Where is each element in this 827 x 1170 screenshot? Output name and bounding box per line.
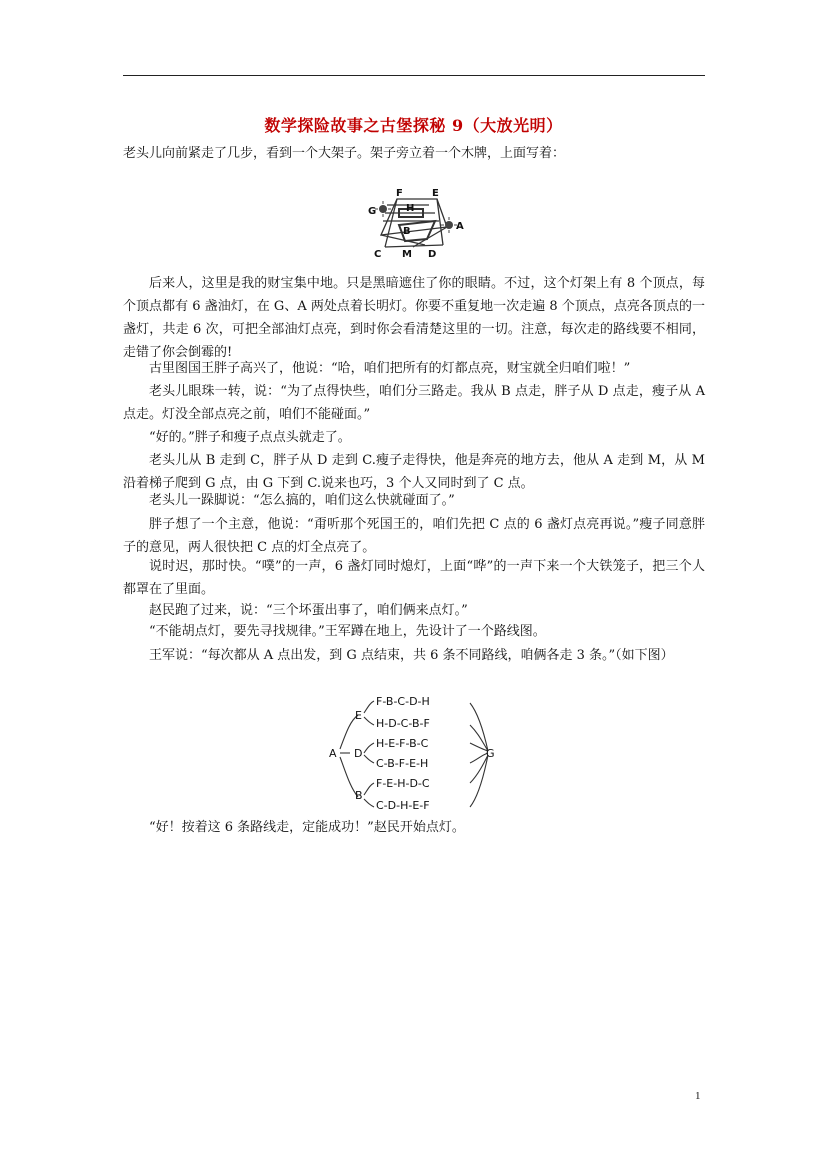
route-path-2: H-D-C-B-F [376,717,430,730]
paragraph-5: 老头儿从 B 走到 C，胖子从 D 走到 C.瘦子走得快，他是奔亮的地方去，他从 A 走到 M，从 M 沿着梯子爬到 G 点，由 G 下到 C.说来也巧，3 个人又同时到了 C 点。 [123,453,705,491]
route-branch-e: E [355,709,362,722]
frame-label-m: M [402,249,412,259]
paragraph-6: 老头儿一跺脚说：“怎么搞的，咱们这么快就碰面了。” [149,493,455,508]
route-path-6: C-D-H-E-F [376,799,430,812]
frame-label-d: D [428,249,437,259]
frame-label-b: B [403,226,411,237]
paragraph-3: 老头儿眼珠一转，说：“为了点得快些，咱们分三路走。我从 B 点走，胖子从 D 点走，瘦子从 A 点走。灯没全部点亮之前，咱们不能碰面。” [123,384,705,422]
frame-label-e: E [432,188,439,199]
paragraph-1: 后来人，这里是我的财宝集中地。只是黑暗遮住了你的眼睛。不过，这个灯架上有 8 个顶点，每个顶点都有 6 盏油灯，在 G、A 两处点着长明灯。你要不重复地一次走遍 8 个顶点，点亮各顶点的一盏灯，共走 6 次，可把全部油灯点亮，到时你会看清楚这里的一切。注意，每次走的路线要不相同，走错了你会倒霉的! [123,276,705,360]
page-number: 1 [695,1090,701,1102]
frame-label-h: H [406,203,415,214]
route-path-3: H-E-F-B-C [376,737,429,750]
paragraph-9: 赵民跑了过来，说：“三个坏蛋出事了，咱们俩来点灯。” [149,603,468,618]
page-title: 数学探险故事之古堡探秘 9（大放光明） [264,116,563,135]
paragraph-2: 古里图国王胖子高兴了，他说：“哈，咱们把所有的灯都点亮，财宝就全归咱们啦！” [149,361,631,376]
paragraph-10: “不能胡点灯，要先寻找规律。”王军蹲在地上，先设计了一个路线图。 [149,624,546,639]
paragraph-7: 胖子想了一个主意，他说：“甭听那个死国王的，咱们先把 C 点的 6 盏灯点亮再说。”瘦子同意胖子的意见，两人很快把 C 点的灯全点亮了。 [123,517,705,555]
route-tree-figure [328,693,498,815]
intro-paragraph: 老头儿向前紧走了几步，看到一个大架子。架子旁立着一个木牌，上面写着： [123,146,566,161]
lamp-frame-figure [365,187,475,259]
closing-paragraph: “好！按着这 6 条路线走，定能成功！”赵民开始点灯。 [149,820,465,835]
frame-label-f: F [396,188,403,199]
header-rule [123,75,705,76]
paragraph-4: “好的。”胖子和瘦子点点头就走了。 [149,430,351,445]
frame-label-c: C [374,249,382,259]
route-path-4: C-B-F-E-H [376,757,429,770]
paragraph-8: 说时迟，那时快。“噗”的一声，6 盏灯同时熄灯，上面“哗”的一声下来一个大铁笼子，把三个人都罩在了里面。 [123,559,705,597]
route-path-5: F-E-H-D-C [376,777,430,790]
paragraph-11: 王军说：“每次都从 A 点出发，到 G 点结束，共 6 条不同路线，咱俩各走 3 条。”（如下图） [149,648,674,663]
route-end-g: G [486,747,495,760]
route-branch-b: B [355,789,363,802]
route-start-a: A [329,747,337,760]
frame-label-g: G [368,206,377,217]
route-path-1: F-B-C-D-H [376,695,430,708]
frame-label-a: A [456,221,464,232]
route-branch-d: D [354,747,363,760]
